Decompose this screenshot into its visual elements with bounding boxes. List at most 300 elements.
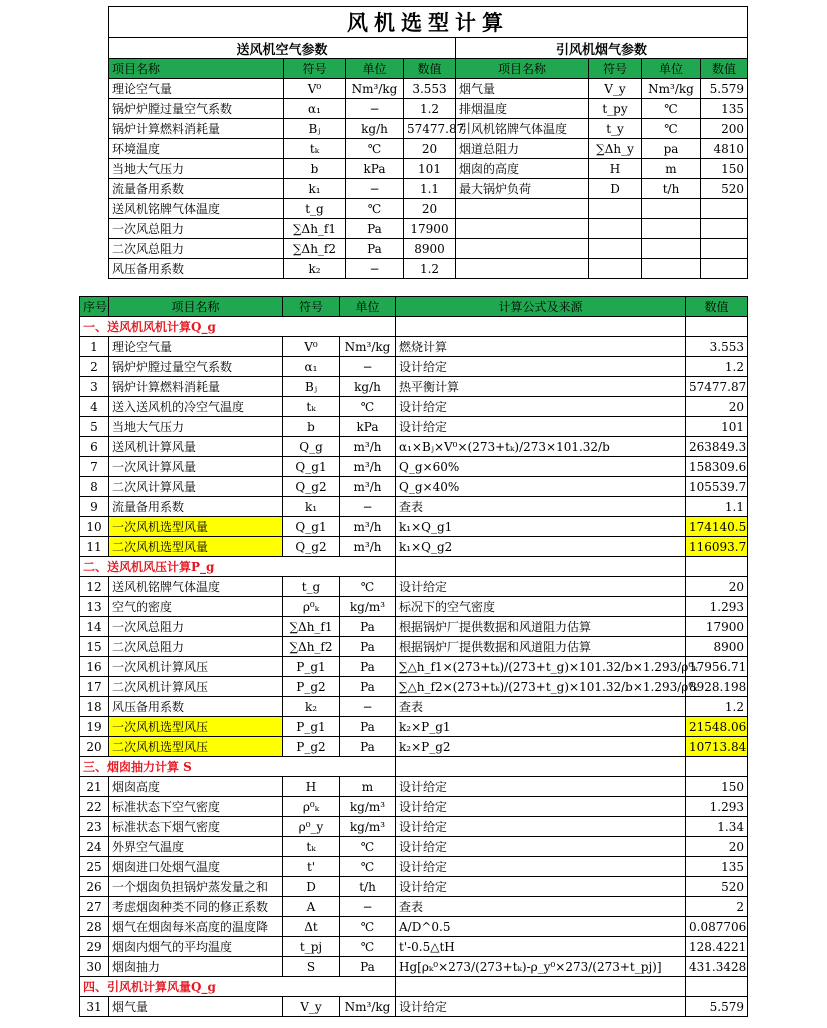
item-formula: 设计给定 xyxy=(396,397,686,417)
fan-param-unit: ℃ xyxy=(642,99,701,119)
section-heading: 一、送风机风机计算Q_g xyxy=(80,317,396,337)
calc-row xyxy=(80,337,748,357)
column-header: 数值 xyxy=(701,59,748,79)
item-unit: m³/h xyxy=(340,537,396,557)
item-name: 送入送风机的冷空气温度 xyxy=(109,397,283,417)
blower-param-unit: kg/h xyxy=(346,119,404,139)
item-symbol: A xyxy=(283,897,340,917)
blower-param-name: 流量备用系数 xyxy=(109,179,284,199)
column-header: 单位 xyxy=(346,59,404,79)
blower-param-value: 20 xyxy=(404,139,456,159)
row-number: 12 xyxy=(80,577,109,597)
row-number: 2 xyxy=(80,357,109,377)
item-value: 2 xyxy=(686,897,748,917)
item-name: 一次风计算风量 xyxy=(109,457,283,477)
item-name: 送风机铭牌气体温度 xyxy=(109,577,283,597)
section-row xyxy=(80,317,748,337)
row-number: 23 xyxy=(80,817,109,837)
blower-param-symbol: α₁ xyxy=(284,99,346,119)
row-number: 3 xyxy=(80,377,109,397)
item-unit: ℃ xyxy=(340,937,396,957)
column-header: 项目名称 xyxy=(456,59,589,79)
fan-param-name: 排烟温度 xyxy=(456,99,589,119)
item-unit: m³/h xyxy=(340,437,396,457)
fan-param-value: 135 xyxy=(701,99,748,119)
item-name: 二次风总阻力 xyxy=(109,637,283,657)
item-name: 流量备用系数 xyxy=(109,497,283,517)
item-formula: ∑△h_f2×(273+tₖ)/(273+t_g)×101.32/b×1.293/ρ⁰ₖ xyxy=(396,677,686,697)
item-name: 二次风计算风量 xyxy=(109,477,283,497)
calc-row xyxy=(80,537,748,557)
item-value: 5.579 xyxy=(686,997,748,1017)
row-number: 29 xyxy=(80,937,109,957)
item-formula: 查表 xyxy=(396,697,686,717)
item-unit: Pa xyxy=(340,617,396,637)
blower-param-symbol: b xyxy=(284,159,346,179)
blower-params-header: 送风机空气参数 xyxy=(109,38,456,59)
item-unit: t/h xyxy=(340,877,396,897)
row-number: 11 xyxy=(80,537,109,557)
item-symbol: V_y xyxy=(283,997,340,1017)
fan-param-value: 150 xyxy=(701,159,748,179)
item-unit: ℃ xyxy=(340,857,396,877)
item-unit: m³/h xyxy=(340,457,396,477)
row-number: 22 xyxy=(80,797,109,817)
item-value: 1.2 xyxy=(686,357,748,377)
item-symbol: P_g2 xyxy=(283,677,340,697)
fan-param-unit: Nm³/kg xyxy=(642,79,701,99)
item-unit: − xyxy=(340,697,396,717)
item-formula: 燃烧计算 xyxy=(396,337,686,357)
item-unit: − xyxy=(340,497,396,517)
item-value: 263849.3 xyxy=(686,437,748,457)
fan-param-value: 520 xyxy=(701,179,748,199)
calc-row xyxy=(80,357,748,377)
empty-cell xyxy=(642,239,701,259)
empty-cell xyxy=(396,557,686,577)
fan-param-symbol: t_y xyxy=(589,119,642,139)
item-formula: 热平衡计算 xyxy=(396,377,686,397)
item-name: 风压备用系数 xyxy=(109,697,283,717)
blower-param-symbol: k₁ xyxy=(284,179,346,199)
blower-param-unit: Pa xyxy=(346,219,404,239)
blower-param-symbol: Bⱼ xyxy=(284,119,346,139)
calc-row xyxy=(80,737,748,757)
row-number: 30 xyxy=(80,957,109,977)
calc-row xyxy=(80,477,748,497)
column-header: 数值 xyxy=(404,59,456,79)
calc-row xyxy=(80,637,748,657)
item-name: 当地大气压力 xyxy=(109,417,283,437)
item-name: 二次风机计算风压 xyxy=(109,677,283,697)
column-header: 符号 xyxy=(589,59,642,79)
blower-param-name: 二次风总阻力 xyxy=(109,239,284,259)
item-unit: kg/h xyxy=(340,377,396,397)
row-number: 6 xyxy=(80,437,109,457)
item-value: 101 xyxy=(686,417,748,437)
item-formula: Q_g×40% xyxy=(396,477,686,497)
blower-param-name: 理论空气量 xyxy=(109,79,284,99)
item-formula: 设计给定 xyxy=(396,417,686,437)
row-number: 25 xyxy=(80,857,109,877)
item-symbol: V⁰ xyxy=(283,337,340,357)
fan-param-name: 烟囱的高度 xyxy=(456,159,589,179)
item-value: 158309.6 xyxy=(686,457,748,477)
blower-param-name: 送风机铭牌气体温度 xyxy=(109,199,284,219)
item-value: 20 xyxy=(686,837,748,857)
empty-cell xyxy=(589,219,642,239)
blower-param-unit: − xyxy=(346,179,404,199)
calc-row xyxy=(80,877,748,897)
row-number: 27 xyxy=(80,897,109,917)
item-value: 1.1 xyxy=(686,497,748,517)
empty-cell xyxy=(686,557,748,577)
calc-row xyxy=(80,717,748,737)
item-name: 锅炉计算燃料消耗量 xyxy=(109,377,283,397)
item-unit: kg/m³ xyxy=(340,797,396,817)
calc-row xyxy=(80,577,748,597)
calc-row xyxy=(80,597,748,617)
fan-param-name: 引风机铭牌气体温度 xyxy=(456,119,589,139)
row-number: 1 xyxy=(80,337,109,357)
blower-param-symbol: tₖ xyxy=(284,139,346,159)
row-number: 15 xyxy=(80,637,109,657)
section-row xyxy=(80,977,748,997)
item-symbol: Q_g2 xyxy=(283,537,340,557)
item-name: 一个烟囱负担锅炉蒸发量之和 xyxy=(109,877,283,897)
item-unit: m³/h xyxy=(340,517,396,537)
item-unit: Pa xyxy=(340,677,396,697)
item-formula: k₁×Q_g2 xyxy=(396,537,686,557)
item-value: 17900 xyxy=(686,617,748,637)
section-heading: 四、引风机计算风量Q_g xyxy=(80,977,396,997)
item-symbol: t_g xyxy=(283,577,340,597)
blower-param-value: 1.2 xyxy=(404,99,456,119)
item-value: 20 xyxy=(686,577,748,597)
param-row xyxy=(109,199,748,219)
param-row xyxy=(109,119,748,139)
calc-row xyxy=(80,837,748,857)
fan-param-name: 烟气量 xyxy=(456,79,589,99)
item-value: 8928.198 xyxy=(686,677,748,697)
item-name: 烟囱内烟气的平均温度 xyxy=(109,937,283,957)
item-value: 431.3428 xyxy=(686,957,748,977)
row-number: 19 xyxy=(80,717,109,737)
item-formula: α₁×Bⱼ×V⁰×(273+tₖ)/273×101.32/b xyxy=(396,437,686,457)
blower-param-unit: ℃ xyxy=(346,139,404,159)
calc-row xyxy=(80,857,748,877)
blower-param-name: 一次风总阻力 xyxy=(109,219,284,239)
item-symbol: ρ⁰ₖ xyxy=(283,797,340,817)
item-unit: kPa xyxy=(340,417,396,437)
blower-param-value: 3.553 xyxy=(404,79,456,99)
column-header: 序号 xyxy=(80,297,109,317)
calculation-table xyxy=(79,296,748,1017)
page-title: 风机选型计算 xyxy=(109,7,748,38)
item-value: 17956.71 xyxy=(686,657,748,677)
item-value: 8900 xyxy=(686,637,748,657)
item-name: 理论空气量 xyxy=(109,337,283,357)
column-header: 单位 xyxy=(340,297,396,317)
item-symbol: Q_g1 xyxy=(283,457,340,477)
parameter-table xyxy=(108,6,748,279)
empty-cell xyxy=(589,199,642,219)
calc-row xyxy=(80,777,748,797)
fan-param-symbol: V_y xyxy=(589,79,642,99)
item-symbol: P_g1 xyxy=(283,657,340,677)
item-formula: 查表 xyxy=(396,497,686,517)
calc-column-header-row xyxy=(80,297,748,317)
item-value: 1.293 xyxy=(686,797,748,817)
row-number: 13 xyxy=(80,597,109,617)
calc-row xyxy=(80,997,748,1017)
item-formula: 查表 xyxy=(396,897,686,917)
param-row xyxy=(109,259,748,279)
item-value: 10713.84 xyxy=(686,737,748,757)
column-header: 项目名称 xyxy=(109,59,284,79)
item-name: 标准状态下空气密度 xyxy=(109,797,283,817)
empty-cell xyxy=(642,199,701,219)
item-formula: Q_g×60% xyxy=(396,457,686,477)
item-formula: k₁×Q_g1 xyxy=(396,517,686,537)
calc-row xyxy=(80,417,748,437)
item-symbol: k₂ xyxy=(283,697,340,717)
param-row xyxy=(109,79,748,99)
item-symbol: tₖ xyxy=(283,397,340,417)
item-unit: ℃ xyxy=(340,917,396,937)
row-number: 10 xyxy=(80,517,109,537)
param-row xyxy=(109,159,748,179)
item-formula: 设计给定 xyxy=(396,997,686,1017)
row-number: 14 xyxy=(80,617,109,637)
item-formula: ∑△h_f1×(273+tₖ)/(273+t_g)×101.32/b×1.293/ρ⁰ₖ xyxy=(396,657,686,677)
row-number: 5 xyxy=(80,417,109,437)
item-symbol: Q_g1 xyxy=(283,517,340,537)
item-symbol: k₁ xyxy=(283,497,340,517)
section-heading: 二、送风机风压计算P_g xyxy=(80,557,396,577)
item-formula: 根据锅炉厂提供数据和风道阻力估算 xyxy=(396,617,686,637)
item-name: 一次风总阻力 xyxy=(109,617,283,637)
item-value: 1.293 xyxy=(686,597,748,617)
empty-cell xyxy=(701,199,748,219)
row-number: 8 xyxy=(80,477,109,497)
item-symbol: α₁ xyxy=(283,357,340,377)
param-column-header-row xyxy=(109,59,748,79)
empty-cell xyxy=(642,259,701,279)
row-number: 21 xyxy=(80,777,109,797)
item-value: 105539.7 xyxy=(686,477,748,497)
column-header: 数值 xyxy=(686,297,748,317)
row-number: 26 xyxy=(80,877,109,897)
blower-param-unit: − xyxy=(346,99,404,119)
param-row xyxy=(109,219,748,239)
column-header: 项目名称 xyxy=(109,297,283,317)
item-name: 烟气在烟囱每米高度的温度降 xyxy=(109,917,283,937)
item-name: 标准状态下烟气密度 xyxy=(109,817,283,837)
calc-row xyxy=(80,957,748,977)
item-formula: 设计给定 xyxy=(396,577,686,597)
column-header: 符号 xyxy=(283,297,340,317)
param-row xyxy=(109,139,748,159)
fan-param-unit: pa xyxy=(642,139,701,159)
row-number: 4 xyxy=(80,397,109,417)
fan-param-name: 最大锅炉负荷 xyxy=(456,179,589,199)
fan-param-value: 200 xyxy=(701,119,748,139)
blower-param-symbol: V⁰ xyxy=(284,79,346,99)
item-formula: k₂×P_g1 xyxy=(396,717,686,737)
item-symbol: ∑Δh_f2 xyxy=(283,637,340,657)
item-unit: Pa xyxy=(340,717,396,737)
fan-param-symbol: H xyxy=(589,159,642,179)
blower-param-symbol: ∑Δh_f2 xyxy=(284,239,346,259)
blower-param-value: 17900 xyxy=(404,219,456,239)
calc-row xyxy=(80,937,748,957)
calc-row xyxy=(80,917,748,937)
item-formula: k₂×P_g2 xyxy=(396,737,686,757)
item-name: 外界空气温度 xyxy=(109,837,283,857)
item-value: 520 xyxy=(686,877,748,897)
row-number: 31 xyxy=(80,997,109,1017)
item-formula: 设计给定 xyxy=(396,357,686,377)
item-formula: 设计给定 xyxy=(396,837,686,857)
item-symbol: ρ⁰_y xyxy=(283,817,340,837)
item-symbol: S xyxy=(283,957,340,977)
empty-cell xyxy=(396,757,686,777)
calc-row xyxy=(80,457,748,477)
fan-param-name: 烟道总阻力 xyxy=(456,139,589,159)
item-formula: A/D^0.5 xyxy=(396,917,686,937)
item-formula: 设计给定 xyxy=(396,857,686,877)
empty-cell xyxy=(701,219,748,239)
empty-cell xyxy=(456,239,589,259)
blower-param-name: 锅炉炉膛过量空气系数 xyxy=(109,99,284,119)
item-unit: ℃ xyxy=(340,837,396,857)
fan-param-value: 4810 xyxy=(701,139,748,159)
item-symbol: t' xyxy=(283,857,340,877)
item-unit: Nm³/kg xyxy=(340,997,396,1017)
column-header: 符号 xyxy=(284,59,346,79)
empty-cell xyxy=(686,757,748,777)
row-number: 18 xyxy=(80,697,109,717)
item-name: 考虑烟囱种类不同的修正系数 xyxy=(109,897,283,917)
empty-cell xyxy=(701,239,748,259)
calc-row xyxy=(80,697,748,717)
row-number: 16 xyxy=(80,657,109,677)
item-value: 1.2 xyxy=(686,697,748,717)
blower-param-symbol: k₂ xyxy=(284,259,346,279)
fan-param-value: 5.579 xyxy=(701,79,748,99)
param-row xyxy=(109,239,748,259)
item-unit: Pa xyxy=(340,737,396,757)
item-name: 锅炉炉膛过量空气系数 xyxy=(109,357,283,377)
section-row xyxy=(80,557,748,577)
item-formula: 根据锅炉厂提供数据和风道阻力估算 xyxy=(396,637,686,657)
item-symbol: Δt xyxy=(283,917,340,937)
empty-cell xyxy=(589,259,642,279)
blower-param-value: 101 xyxy=(404,159,456,179)
empty-cell xyxy=(589,239,642,259)
calc-row xyxy=(80,377,748,397)
calc-row xyxy=(80,797,748,817)
blower-param-value: 20 xyxy=(404,199,456,219)
item-unit: kg/m³ xyxy=(340,817,396,837)
calc-row xyxy=(80,437,748,457)
section-heading: 三、烟囱抽力计算 S xyxy=(80,757,396,777)
fan-param-unit: m xyxy=(642,159,701,179)
item-name: 二次风机选型风压 xyxy=(109,737,283,757)
item-symbol: Bⱼ xyxy=(283,377,340,397)
item-symbol: H xyxy=(283,777,340,797)
fan-param-unit: ℃ xyxy=(642,119,701,139)
item-unit: Pa xyxy=(340,957,396,977)
blower-param-name: 环境温度 xyxy=(109,139,284,159)
item-unit: Pa xyxy=(340,637,396,657)
empty-cell xyxy=(642,219,701,239)
item-value: 1.34 xyxy=(686,817,748,837)
item-symbol: tₖ xyxy=(283,837,340,857)
calc-row xyxy=(80,817,748,837)
item-symbol: Q_g2 xyxy=(283,477,340,497)
param-row xyxy=(109,99,748,119)
item-symbol: P_g2 xyxy=(283,737,340,757)
calc-row xyxy=(80,497,748,517)
blower-param-value: 57477.87 xyxy=(404,119,456,139)
item-formula: 设计给定 xyxy=(396,797,686,817)
item-name: 烟囱进口处烟气温度 xyxy=(109,857,283,877)
blower-param-value: 1.1 xyxy=(404,179,456,199)
blower-param-value: 1.2 xyxy=(404,259,456,279)
blower-param-value: 8900 xyxy=(404,239,456,259)
empty-cell xyxy=(456,259,589,279)
item-unit: Pa xyxy=(340,657,396,677)
blower-param-symbol: t_g xyxy=(284,199,346,219)
item-name: 一次风机选型风量 xyxy=(109,517,283,537)
item-value: 20 xyxy=(686,397,748,417)
item-name: 一次风机选型风压 xyxy=(109,717,283,737)
empty-cell xyxy=(396,317,686,337)
fan-param-unit: t/h xyxy=(642,179,701,199)
fan-params-header: 引风机烟气参数 xyxy=(456,38,748,59)
calc-row xyxy=(80,517,748,537)
row-number: 17 xyxy=(80,677,109,697)
item-formula: Hg[ρₖ⁰×273/(273+tₖ)-ρ_y⁰×273/(273+t_pj)] xyxy=(396,957,686,977)
item-unit: m xyxy=(340,777,396,797)
item-unit: ℃ xyxy=(340,397,396,417)
item-symbol: b xyxy=(283,417,340,437)
item-value: 135 xyxy=(686,857,748,877)
item-value: 150 xyxy=(686,777,748,797)
item-value: 57477.87 xyxy=(686,377,748,397)
item-value: 174140.5 xyxy=(686,517,748,537)
row-number: 7 xyxy=(80,457,109,477)
item-unit: Nm³/kg xyxy=(340,337,396,357)
blower-param-unit: kPa xyxy=(346,159,404,179)
item-formula: 设计给定 xyxy=(396,777,686,797)
empty-cell xyxy=(686,317,748,337)
row-number: 24 xyxy=(80,837,109,857)
row-number: 20 xyxy=(80,737,109,757)
calc-row xyxy=(80,617,748,637)
section-row xyxy=(80,757,748,777)
item-symbol: ∑Δh_f1 xyxy=(283,617,340,637)
item-name: 烟囱高度 xyxy=(109,777,283,797)
param-row xyxy=(109,179,748,199)
item-name: 烟气量 xyxy=(109,997,283,1017)
blower-param-unit: Nm³/kg xyxy=(346,79,404,99)
item-name: 二次风机选型风量 xyxy=(109,537,283,557)
item-value: 116093.7 xyxy=(686,537,748,557)
item-value: 0.087706 xyxy=(686,917,748,937)
